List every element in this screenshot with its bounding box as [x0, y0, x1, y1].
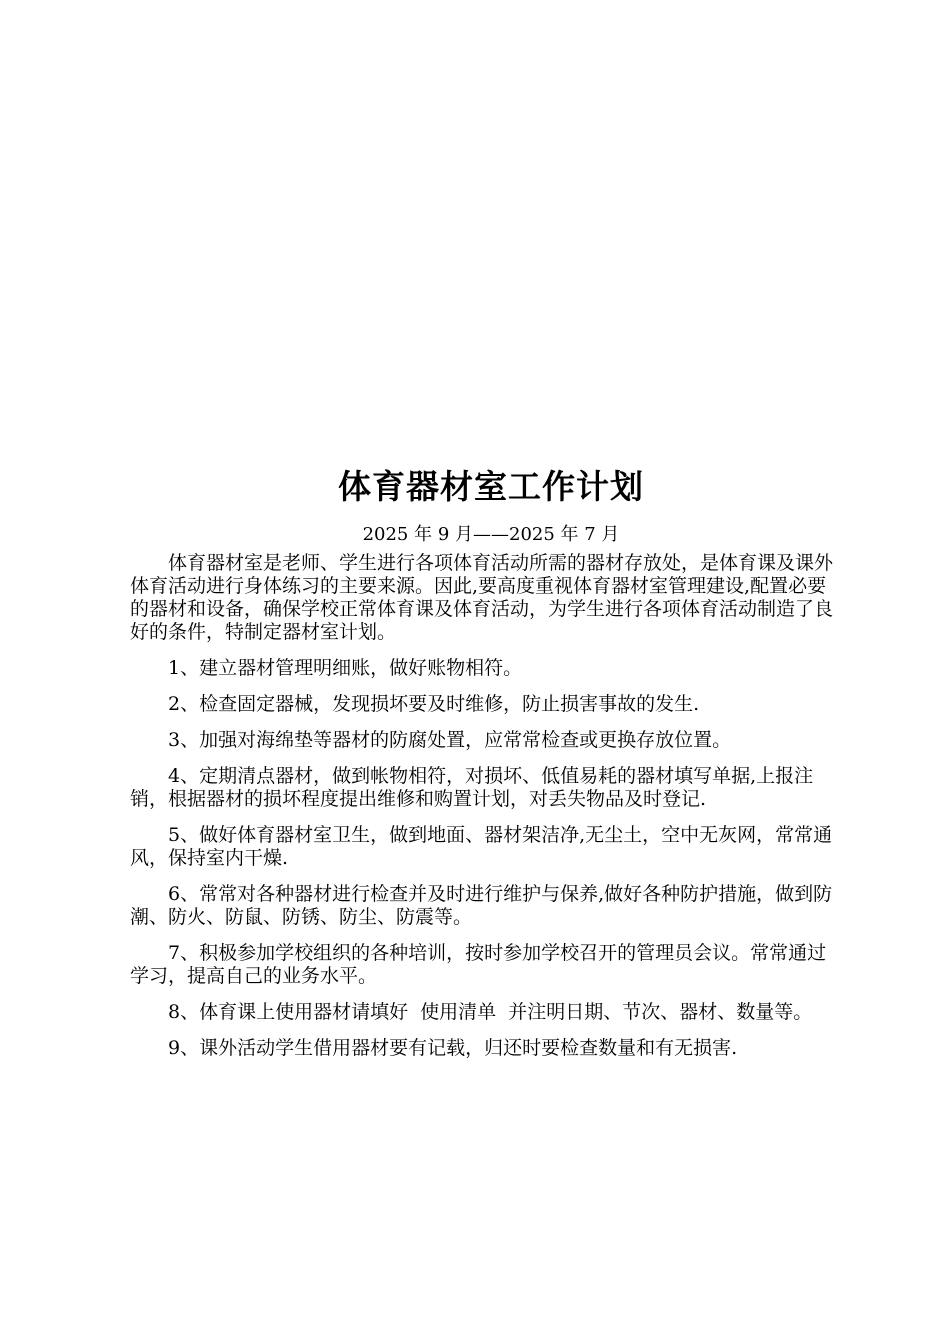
plan-item-6: 6、常常对各种器材进行检查并及时进行维护与保养,做好各种防护措施，做到防潮、防火、防鼠、防锈、防尘、防震等。: [130, 883, 833, 928]
plan-item-4: 4、定期清点器材，做到帐物相符，对损坏、低值易耗的器材填写单据,上报注销，根据器材的损坏程度提出维修和购置计划，对丢失物品及时登记.: [130, 765, 814, 810]
plan-item-1: 1、建立器材管理明细账，做好账物相符。: [168, 657, 523, 679]
plan-item-8: 8、体育课上使用器材请填好 使用清单 并注明日期、节次、器材、数量等。: [168, 1001, 813, 1023]
document-title: 体育器材室工作计划: [338, 467, 644, 506]
intro-paragraph: 体育器材室是老师、学生进行各项体育活动所需的器材存放处，是体育课及课外体育活动进行身体练习的主要来源。因此,要高度重视体育器材室管理建设,配置必要的器材和设备，确保学校正常体育课及体育活动，为学生进行各项体育活动制造了良好的条件，特制定器材室计划。: [130, 552, 834, 643]
document-date-range: 2025 年 9 月——2025 年 7 月: [362, 524, 620, 545]
document-page: [130, 462, 840, 1073]
plan-item-7: 7、积极参加学校组织的各种培训，按时参加学校召开的管理员会议。常常通过学习，提高自己的业务水平。: [130, 942, 827, 987]
plan-item-5: 5、做好体育器材室卫生，做到地面、器材架洁净,无尘土，空中无灰网，常常通风，保持室内干燥.: [130, 824, 833, 869]
plan-item-9: 9、课外活动学生借用器材要有记载，归还时要检查数量和有无损害.: [168, 1037, 738, 1059]
plan-item-2: 2、检查固定器械，发现损坏要及时维修，防止损害事故的发生.: [168, 693, 700, 715]
plan-item-3: 3、加强对海绵垫等器材的防腐处置，应常常检查或更换存放位置。: [168, 729, 732, 751]
